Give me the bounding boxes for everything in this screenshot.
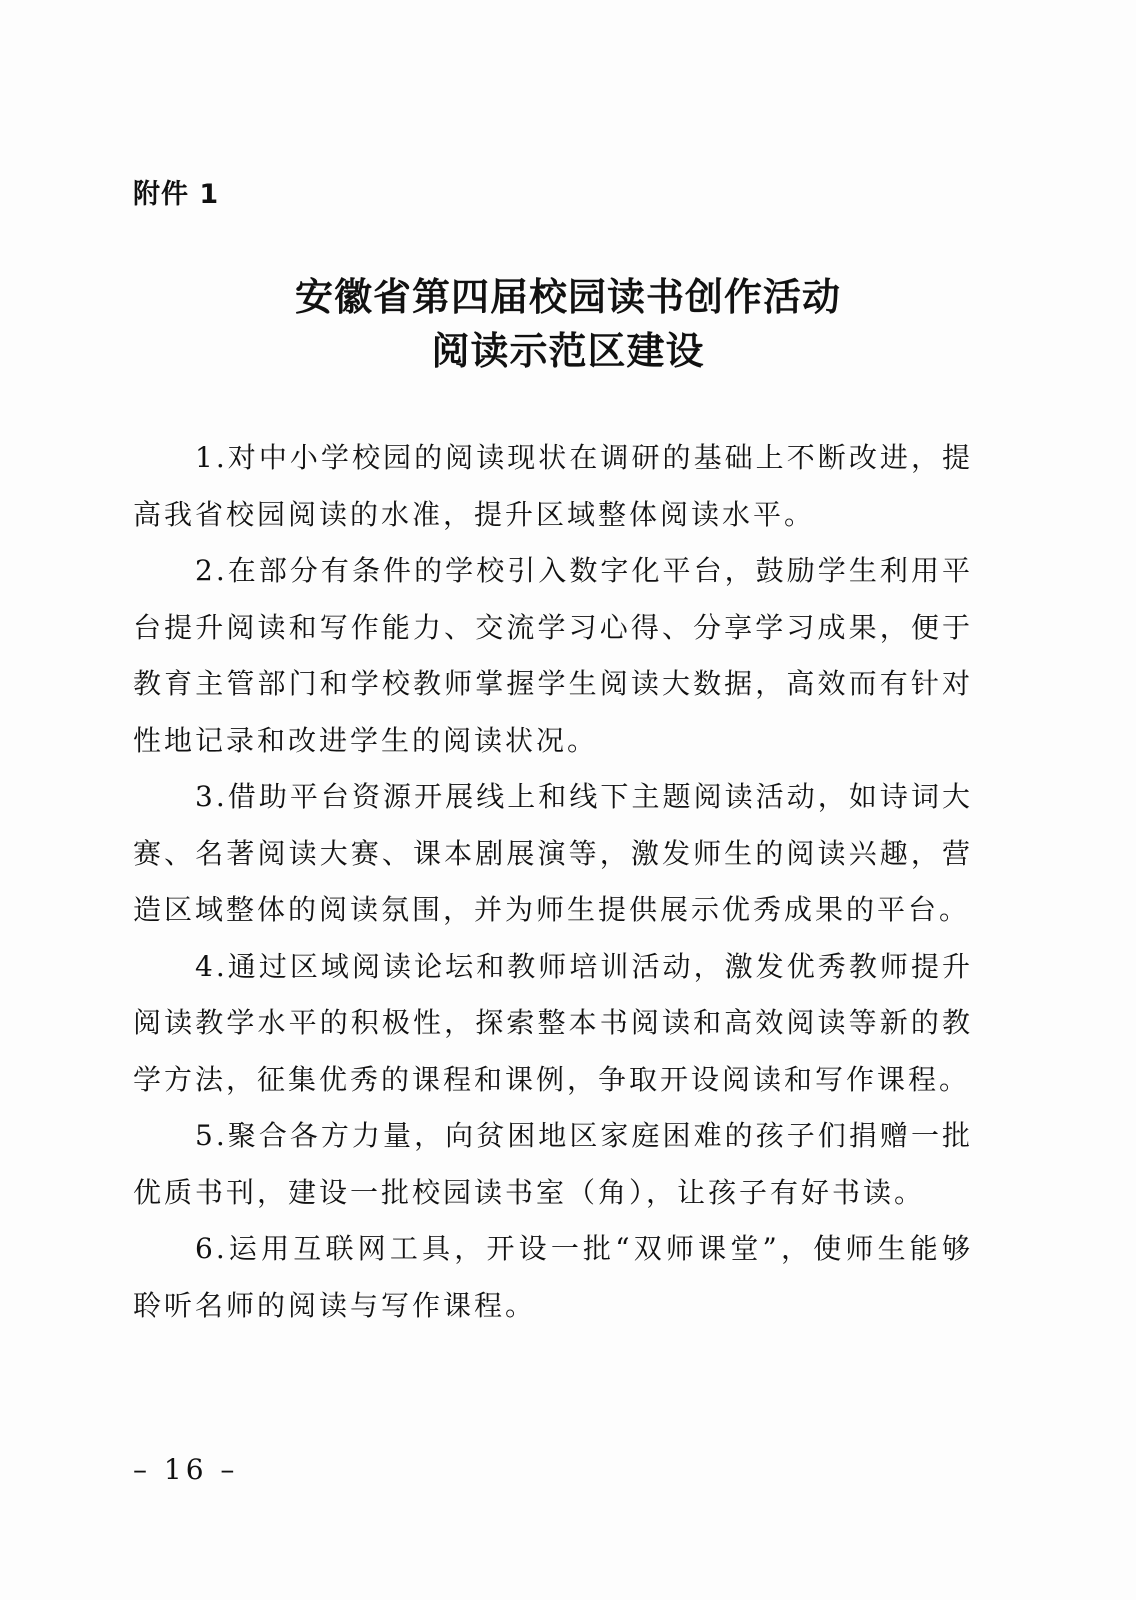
document-title-line-2: 阅读示范区建设 [431, 329, 705, 373]
body-paragraph-3: 3.借助平台资源开展线上和线下主题阅读活动，如诗词大赛、名著阅读大赛、课本剧展演等，激发师生的阅读兴趣，营造区域整体的阅读氛围，并为师生提供展示优秀成果的平台。 [133, 780, 973, 926]
page-number: – 16 – [133, 1453, 239, 1486]
body-paragraph-1: 1.对中小学校园的阅读现状在调研的基础上不断改进，提高我省校园阅读的水准，提升区域整体阅读水平。 [133, 441, 973, 531]
document-title-line-1: 安徽省第四届校园读书创作活动 [294, 275, 841, 319]
attachment-label: 附件 1 [133, 179, 220, 210]
body-paragraph-6: 6.运用互联网工具，开设一批“双师课堂”，使师生能够聆听名师的阅读与写作课程。 [133, 1232, 973, 1322]
document-body [133, 430, 973, 1334]
body-paragraph-4: 4.通过区域阅读论坛和教师培训活动，激发优秀教师提升阅读教学水平的积极性，探索整本书阅读和高效阅读等新的教学方法，征集优秀的课程和课例，争取开设阅读和写作课程。 [133, 949, 973, 1096]
body-paragraph-5: 5.聚合各方力量，向贫困地区家庭困难的孩子们捐赠一批优质书刊，建设一批校园读书室（角），让孩子有好书读。 [133, 1119, 973, 1209]
body-paragraph-2: 2.在部分有条件的学校引入数字化平台，鼓励学生利用平台提升阅读和写作能力、交流学习心得、分享学习成果，便于教育主管部门和学校教师掌握学生阅读大数据，高效而有针对性地记录和改进学生的阅读状况。 [133, 554, 973, 757]
